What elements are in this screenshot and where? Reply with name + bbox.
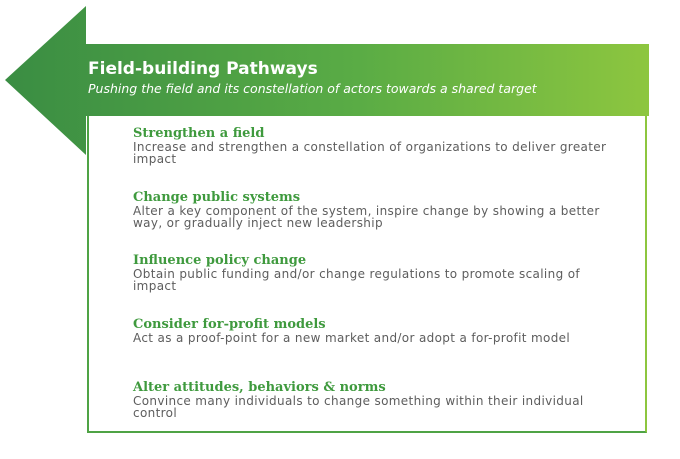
pathway-change-public-systems: [133, 190, 623, 254]
pathway-description: Increase and strengthen a constellation of organizations to deliver greater impact: [133, 140, 607, 166]
pathway-alter-attitudes: [133, 380, 623, 444]
pathway-description: Obtain public funding and/or change regulations to promote scaling of impact: [133, 267, 580, 293]
diagram-subtitle: Pushing the field and its constellation of actors towards a shared target: [88, 81, 537, 96]
pathway-description: Act as a proof-point for a new market and/or adopt a for-profit model: [133, 330, 571, 345]
header: [88, 58, 648, 98]
pathway-influence-policy: [133, 253, 623, 317]
pathway-title: Strengthen a field: [133, 126, 265, 141]
pathway-title: Alter attitudes, behaviors & norms: [133, 380, 386, 395]
pathway-title: Consider for-profit models: [133, 316, 326, 332]
pathway-description: Convince many individuals to change something within their individual control: [133, 394, 584, 420]
pathway-title: Change public systems: [133, 189, 301, 205]
pathway-for-profit-models: [133, 317, 623, 381]
pathways-list: [133, 126, 623, 444]
pathway-title: Influence policy change: [133, 253, 307, 268]
diagram-title: Field-building Pathways: [88, 59, 318, 79]
pathway-description: Alter a key component of the system, inspire change by showing a better way, or gradually inject new leadership: [133, 203, 600, 230]
pathway-strengthen-field: [133, 126, 623, 190]
